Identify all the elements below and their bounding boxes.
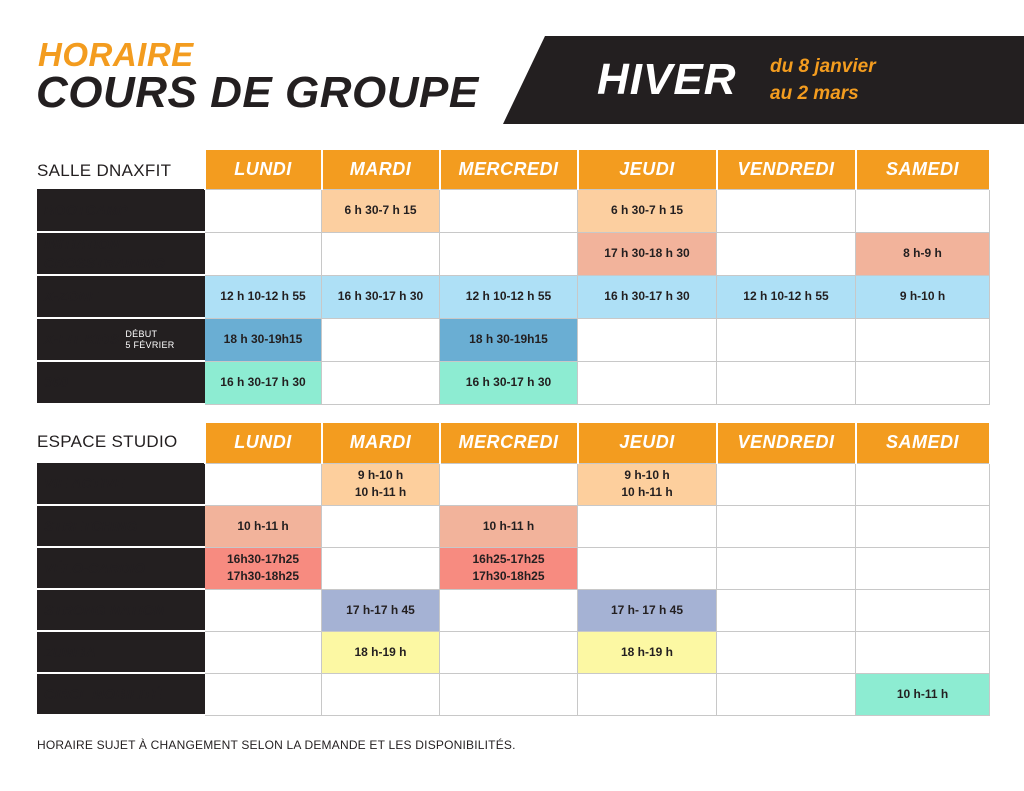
schedule-cell: 6 h 30-7 h 15 [322, 189, 440, 232]
title-horaire: HORAIRE [38, 36, 194, 73]
schedule-cell [440, 673, 578, 715]
class-name-strong-nation: STRONG NATION [38, 589, 205, 631]
schedule-cell [440, 631, 578, 673]
table-row [38, 463, 990, 505]
schedule-cell: 12 h 10-12 h 55 [440, 275, 578, 318]
note-line-1: DÉBUT [125, 328, 158, 339]
schedule-cell [322, 361, 440, 404]
schedule-cell [717, 232, 856, 275]
time-line-2: 17h30-18h25 [472, 569, 545, 583]
schedule-table-salle [37, 150, 991, 405]
schedule-cell [856, 361, 990, 404]
day-header-jeudi: JEUDI [578, 423, 717, 463]
class-name-line-2: CROSSTRAINING [44, 254, 166, 271]
time-line-2: 17h30-18h25 [226, 569, 300, 583]
schedule-cell: 17 h- 17 h 45 [578, 589, 717, 631]
schedule-cell [717, 189, 856, 232]
schedule-cell [856, 547, 990, 589]
schedule-cell [717, 631, 856, 673]
day-header-mardi: MARDI [322, 150, 440, 189]
schedule-cell: 16 h 30-17 h 30 [578, 275, 717, 318]
class-name-initiation-crosstraining [38, 232, 205, 275]
schedule-cell [440, 547, 578, 589]
class-name-vie-active: VIE ACTIVE [38, 463, 205, 505]
class-name-zumba: ZUMBA [38, 631, 205, 673]
schedule-cell: 18 h-19 h [578, 631, 717, 673]
day-header-vendredi: VENDREDI [717, 150, 856, 189]
schedule-cell [578, 318, 717, 361]
day-header-vendredi: VENDREDI [717, 423, 856, 463]
schedule-cell [322, 547, 440, 589]
section-label-salle: SALLE DNAXFIT [37, 161, 172, 180]
time-line-1: 16h25-17h25 [472, 552, 545, 566]
schedule-cell: 18 h 30-19h15 [440, 318, 578, 361]
schedule-cell: 16 h 30-17 h 30 [322, 275, 440, 318]
corner-cell [38, 150, 205, 189]
class-name-stretching: STRETCHING [38, 505, 205, 547]
class-name-x-zone: X-ZONE [38, 275, 205, 318]
schedule-cell [578, 673, 717, 715]
schedule-cell [856, 463, 990, 505]
table-row [38, 361, 990, 404]
title-cours-de-groupe: COURS DE GROUPE [36, 68, 479, 117]
schedule-cell: 10 h-11 h [440, 505, 578, 547]
schedule-cell [205, 673, 322, 715]
table-row [38, 589, 990, 631]
schedule-cell: 6 h 30-7 h 15 [578, 189, 717, 232]
season-dates [770, 53, 876, 107]
footer-disclaimer: HORAIRE SUJET À CHANGEMENT SELON LA DEMANDE ET LES DISPONIBILITÉS. [37, 738, 516, 752]
start-date-note [125, 329, 174, 351]
schedule-cell [856, 189, 990, 232]
table-row [38, 189, 990, 232]
season-banner [503, 36, 1024, 124]
header-row [38, 150, 990, 189]
schedule-table-studio [37, 423, 991, 716]
schedule-cell [205, 189, 322, 232]
table-row [38, 275, 990, 318]
schedule-cell: 17 h 30-18 h 30 [578, 232, 717, 275]
schedule-cell [856, 505, 990, 547]
schedule-cell [717, 463, 856, 505]
schedule-cell [717, 318, 856, 361]
table-row [38, 232, 990, 275]
day-header-samedi: SAMEDI [856, 150, 990, 189]
schedule-cell [205, 631, 322, 673]
dates-line-2: au 2 mars [770, 83, 859, 104]
schedule-cell [322, 232, 440, 275]
schedule-cell [717, 505, 856, 547]
day-header-mardi: MARDI [322, 423, 440, 463]
schedule-cell: 16 h 30-17 h 30 [205, 361, 322, 404]
class-name-x-fit-kids [38, 318, 205, 361]
schedule-cell: 12 h 10-12 h 55 [205, 275, 322, 318]
schedule-cell: 18 h 30-19h15 [205, 318, 322, 361]
schedule-cell [440, 463, 578, 505]
schedule-cell: 8 h-9 h [856, 232, 990, 275]
class-name-label: X-FIT KIDS [44, 331, 120, 347]
day-header-lundi: LUNDI [205, 423, 322, 463]
table-row [38, 547, 990, 589]
class-name-line-1: INITIATION [44, 235, 120, 252]
schedule-cell [322, 463, 440, 505]
dates-line-1: du 8 janvier [770, 56, 876, 77]
season-title: HIVER [597, 55, 737, 104]
schedule-cell [578, 547, 717, 589]
table-row [38, 318, 990, 361]
schedule-cell [205, 547, 322, 589]
schedule-cell [717, 673, 856, 715]
class-name-velo-cardio: VÉLO-CARDIO [38, 547, 205, 589]
header-row [38, 423, 990, 463]
time-line-2: 10 h-11 h [621, 485, 673, 499]
table-row [38, 631, 990, 673]
schedule-cell [322, 505, 440, 547]
schedule-cell [578, 361, 717, 404]
time-line-1: 9 h-10 h [624, 468, 670, 482]
schedule-cell [205, 232, 322, 275]
class-name-bootcamp: BOOTCAMP [38, 189, 205, 232]
corner-cell [38, 423, 205, 463]
schedule-cell [440, 189, 578, 232]
section-label-studio: ESPACE STUDIO [37, 432, 178, 451]
day-header-mercredi: MERCREDI [440, 423, 578, 463]
day-header-jeudi: JEUDI [578, 150, 717, 189]
schedule-cell: 9 h-10 h [856, 275, 990, 318]
schedule-cell [205, 463, 322, 505]
schedule-cell [440, 232, 578, 275]
class-name-circl-mobilite: CIRCL MOBILITÉ [38, 673, 205, 715]
schedule-cell [856, 589, 990, 631]
schedule-cell [717, 547, 856, 589]
class-name-360: 360 [38, 361, 205, 404]
schedule-cell [578, 505, 717, 547]
schedule-cell: 17 h-17 h 45 [322, 589, 440, 631]
day-header-mercredi: MERCREDI [440, 150, 578, 189]
schedule-cell [717, 361, 856, 404]
schedule-cell: 16 h 30-17 h 30 [440, 361, 578, 404]
schedule-cell: 18 h-19 h [322, 631, 440, 673]
schedule-cell [440, 589, 578, 631]
time-line-2: 10 h-11 h [354, 485, 407, 499]
schedule-cell: 10 h-11 h [205, 505, 322, 547]
schedule-cell: 10 h-11 h [856, 673, 990, 715]
schedule-cell [856, 318, 990, 361]
note-line-2: 5 FÉVRIER [125, 339, 175, 350]
schedule-cell [322, 318, 440, 361]
schedule-cell [205, 589, 322, 631]
day-header-lundi: LUNDI [205, 150, 322, 189]
day-header-samedi: SAMEDI [856, 423, 990, 463]
time-line-1: 9 h-10 h [357, 468, 404, 482]
schedule-cell: 12 h 10-12 h 55 [717, 275, 856, 318]
schedule-cell [717, 589, 856, 631]
schedule-cell [856, 631, 990, 673]
time-line-1: 16h30-17h25 [226, 552, 300, 566]
schedule-cell [578, 463, 717, 505]
table-row [38, 673, 990, 715]
schedule-cell [322, 673, 440, 715]
table-row [38, 505, 990, 547]
